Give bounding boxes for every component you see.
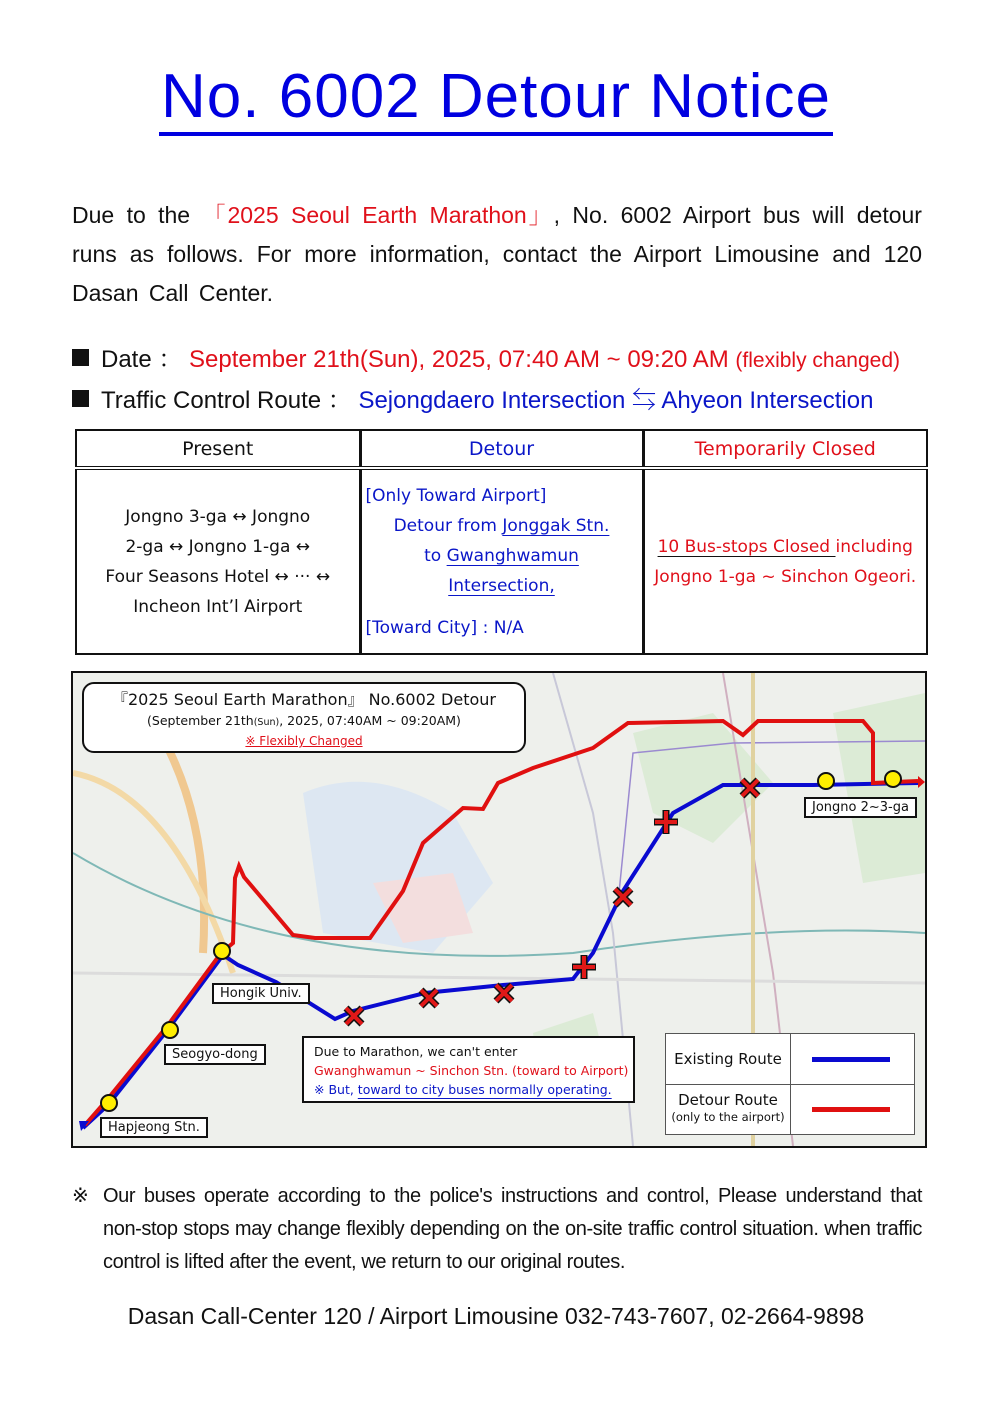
bus-stop-jongno3-icon [885, 771, 901, 787]
legend-existing-swatch [812, 1057, 890, 1062]
notice-prefix: ※ But, [314, 1082, 358, 1097]
closed-line-1 [649, 532, 923, 562]
header-closed: Temporarily Closed [643, 430, 927, 468]
contact-info: Dasan Call-Center 120 / Airport Limousine 032-743-7607, 02-2664-9898 [127, 1303, 865, 1329]
traffic-separator: ： [327, 387, 352, 414]
page-title: No. 6002 Detour Notice [159, 62, 833, 136]
bus-stop-hapjeong-icon [101, 1095, 117, 1111]
intro-paragraph [72, 196, 922, 313]
notice-line-3 [314, 1080, 633, 1099]
closed-count: 10 Bus-stops Closed [657, 536, 836, 557]
route-comparison-table [75, 429, 928, 655]
map-legend [665, 1033, 915, 1135]
date-separator: ： [158, 346, 183, 373]
intro-suffix: , No. 6002 Airport bus will detour runs as follows. For more information, contact the Airport Limousine and 120 Dasan Call Center. [72, 202, 922, 306]
info-bullets [72, 340, 932, 421]
intro-prefix: Due to the [72, 202, 203, 228]
map-title: 『2025 Seoul Earth Marathon』 No.6002 Detour [112, 690, 496, 709]
bidirectional-arrow-icon: ⇆ [631, 387, 656, 414]
legend-detour-text: Detour Route [678, 1091, 778, 1109]
stop-label-hapjeong: Hapjeong Stn. [100, 1117, 208, 1138]
detour-text: to [424, 545, 447, 566]
map-flexible-note: ※ Flexibly Changed [245, 734, 363, 748]
gwanghwamun-link: Gwanghwamun [446, 545, 579, 566]
closed-line-2: Jongno 1-ga ~ Sinchon Ogeori. [654, 566, 917, 587]
traffic-control-bullet [72, 381, 932, 421]
notice-line-2: Gwanghwamun ~ Sinchon Stn. (toward to Airport) [314, 1063, 629, 1078]
present-line: Incheon Int’l Airport [133, 596, 303, 617]
route-map [71, 671, 927, 1148]
stop-label-jongno: Jongno 2~3-ga [804, 797, 917, 818]
legend-existing-row [666, 1034, 914, 1085]
traffic-from: Sejongdaero Intersection [358, 387, 626, 414]
date-note: (flexibly changed) [735, 349, 900, 372]
closed-cell [643, 468, 927, 654]
notice-link: toward to city buses normally operating. [357, 1082, 612, 1097]
legend-detour-row [666, 1084, 914, 1134]
bullet-square-icon [72, 349, 89, 366]
stop-label-hongik: Hongik Univ. [212, 983, 310, 1004]
legend-detour-label [666, 1084, 791, 1134]
header-present: Present [76, 430, 360, 468]
header-detour: Detour [360, 430, 643, 468]
date-label: Date [101, 346, 152, 373]
footnote [72, 1180, 922, 1279]
footnote-text: Our buses operate according to the police's instructions and control, Please understand that non-stop stops may change flexibly depending on the on-site traffic control situation. when traffic control is lifted after the event, we return to our original routes. [103, 1185, 922, 1273]
closed-text: including [835, 536, 913, 557]
map-date [84, 712, 524, 732]
legend-detour-note: (only to the airport) [671, 1110, 785, 1124]
bus-stop-seogyo-icon [162, 1022, 178, 1038]
detour-heading: [Only Toward Airport] [365, 485, 547, 506]
detour-cell [360, 468, 643, 654]
detour-line-2 [366, 541, 638, 571]
legend-detour-swatch [812, 1107, 890, 1112]
present-line: 2-ga ↔ Jongno 1-ga ↔ [125, 536, 311, 557]
traffic-to: Ahyeon Intersection [661, 387, 874, 414]
present-cell [76, 468, 360, 654]
intersection-link: Intersection, [448, 575, 555, 596]
page-title-wrap [0, 62, 992, 136]
date-value: September 21th(Sun), 2025, 07:40 AM ~ 09:20 AM [189, 346, 729, 373]
map-title-box [82, 682, 526, 753]
legend-existing-label: Existing Route [666, 1034, 791, 1084]
present-line: Four Seasons Hotel ↔ ··· ↔ [105, 566, 331, 587]
bullet-square-icon [72, 390, 89, 407]
table-row [76, 468, 927, 654]
detour-text: Detour from [393, 515, 503, 536]
present-line: Jongno 3-ga ↔ Jongno [125, 506, 311, 527]
bus-stop-hongik-icon [214, 943, 230, 959]
jonggak-link: Jonggak Stn. [502, 515, 610, 536]
detour-line-1 [366, 511, 638, 541]
bus-stop-jongno2-icon [818, 773, 834, 789]
traffic-label: Traffic Control Route [101, 387, 322, 414]
stop-label-seogyo: Seogyo-dong [164, 1044, 266, 1065]
map-date-day: (Sun) [253, 717, 280, 728]
map-date-time: , 2025, 07:40AM ~ 09:20AM) [279, 713, 461, 728]
map-notice-box [302, 1036, 635, 1103]
detour-line-3 [366, 571, 638, 601]
date-bullet [72, 340, 932, 381]
map-date-text: (September 21th [147, 713, 254, 728]
notice-line-1: Due to Marathon, we can't enter [314, 1044, 518, 1059]
event-name: 「2025 Seoul Earth Marathon」 [202, 202, 554, 228]
table-header-row [76, 430, 927, 468]
reference-mark-icon: ※ [72, 1185, 89, 1207]
toward-city: [Toward City] : N/A [365, 617, 524, 638]
